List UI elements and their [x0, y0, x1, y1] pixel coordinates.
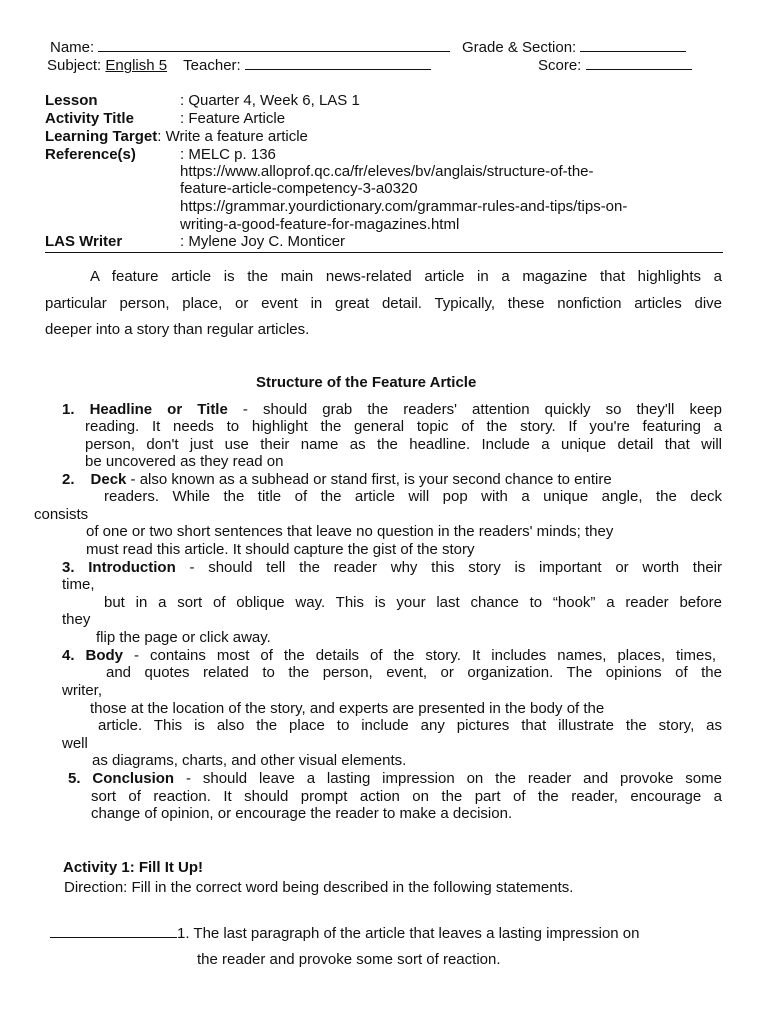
activity-title-value: : Feature Article: [180, 110, 286, 127]
intro-line: A feature article is the main news-related article in a magazine that highlights a: [90, 268, 722, 285]
list-item-line: article. This is also the place to include any pictures that illustrate the story, as: [98, 717, 722, 734]
question-1-continuation: the reader and provoke some sort of reaction.: [197, 951, 501, 968]
grade-blank[interactable]: [580, 39, 686, 52]
score-blank[interactable]: [586, 57, 692, 70]
list-item-first-line: [62, 401, 722, 418]
answer-blank[interactable]: [50, 925, 177, 938]
subject-label: Subject:: [47, 57, 102, 74]
name-row: [50, 39, 450, 56]
subject-row: [47, 57, 431, 74]
item-term: Body: [85, 647, 124, 664]
list-item-first-line: [62, 471, 612, 488]
list-item-line: reading. It needs to highlight the general topic of the story. If you're featuring a: [85, 418, 722, 435]
activity-title-label: Activity Title: [45, 110, 134, 127]
learning-target-row: [45, 128, 308, 145]
item-number: 3.: [62, 559, 75, 576]
list-item-line: sort of reaction. It should prompt action on the part of the reader, encourage a: [91, 788, 722, 805]
list-item-line: person, don't just use their name as the headline. Include a unique detail that will: [85, 436, 722, 453]
score-row: [538, 57, 692, 74]
list-item-line: must read this article. It should capture the gist of the story: [86, 541, 475, 558]
learning-target-label: Learning Target: [45, 128, 158, 145]
list-item-line: as diagrams, charts, and other visual elements.: [92, 752, 407, 769]
item-text: should tell the reader why this story is important or worth their: [208, 559, 722, 576]
activity-direction: Direction: Fill in the correct word being described in the following statements.: [64, 879, 574, 896]
list-item-line: consists: [34, 506, 89, 523]
list-item-first-line: [68, 770, 722, 787]
list-item-line: flip the page or click away.: [96, 629, 271, 646]
reference-link[interactable]: https://www.alloprof.qc.ca/fr/eleves/bv/anglais/structure-of-the-: [180, 163, 594, 180]
item-text: should leave a lasting impression on the reader and provoke some: [202, 770, 722, 787]
list-item-line: of one or two short sentences that leave no question in the readers' minds; they: [86, 523, 614, 540]
question-text: 1. The last paragraph of the article that leaves a lasting impression on: [177, 925, 640, 942]
list-item-line: well: [62, 735, 88, 752]
list-item-line: readers. While the title of the article will pop with a unique angle, the deck: [104, 488, 722, 505]
intro-line: particular person, place, or event in great detail. Typically, these nonfiction articles dive: [45, 295, 722, 312]
las-writer-value: : Mylene Joy C. Monticer: [180, 233, 346, 250]
teacher-label: Teacher:: [183, 57, 241, 74]
lesson-value: : Quarter 4, Week 6, LAS 1: [180, 92, 360, 109]
list-item-line: writer,: [62, 682, 103, 699]
activity-heading: Activity 1: Fill It Up!: [63, 859, 204, 876]
intro-line: deeper into a story than regular articles.: [45, 321, 310, 338]
item-dash: -: [126, 471, 140, 488]
item-dash: -: [123, 647, 150, 664]
score-label: Score:: [538, 57, 582, 74]
item-number: 5.: [68, 770, 81, 787]
item-dash: -: [174, 770, 203, 787]
list-item-line: they: [62, 611, 91, 628]
teacher-blank[interactable]: [245, 57, 431, 70]
list-item-line: and quotes related to the person, event, or organization. The opinions of the: [106, 664, 722, 681]
name-blank[interactable]: [98, 39, 450, 52]
item-term: Deck: [90, 471, 127, 488]
item-number: 4.: [62, 647, 75, 664]
reference-link[interactable]: feature-article-competency-3-a0320: [180, 180, 418, 197]
item-text: also known as a subhead or stand first, is your second chance to entire: [139, 471, 612, 488]
grade-row: [462, 39, 686, 56]
reference-label: Reference(s): [45, 146, 136, 163]
section-title: Structure of the Feature Article: [256, 374, 477, 391]
name-label: Name:: [50, 39, 95, 56]
question-1: [50, 925, 640, 942]
list-item-line: be uncovered as they read on: [85, 453, 284, 470]
grade-label: Grade & Section:: [462, 39, 577, 56]
item-number: 1.: [62, 401, 75, 418]
reference-link[interactable]: https://grammar.yourdictionary.com/grammar-rules-and-tips/tips-on-: [180, 198, 628, 215]
item-term: Introduction: [88, 559, 176, 576]
learning-target-value: : Write a feature article: [157, 128, 308, 145]
las-writer-label: LAS Writer: [45, 233, 123, 250]
list-item-first-line: [62, 559, 722, 576]
item-term: Conclusion: [92, 770, 175, 787]
subject-value: English 5: [105, 57, 168, 74]
lesson-label: Lesson: [45, 92, 98, 109]
divider-line: [45, 252, 723, 253]
list-item-first-line: [62, 647, 716, 664]
item-dash: -: [175, 559, 209, 576]
list-item-line: change of opinion, or encourage the reader to make a decision.: [91, 805, 513, 822]
list-item-line: time,: [62, 576, 95, 593]
item-text: contains most of the details of the story. It includes names, places, times,: [150, 647, 716, 664]
item-text: should grab the readers' attention quickly so they'll keep: [262, 401, 722, 418]
list-item-line: but in a sort of oblique way. This is your last chance to “hook” a reader before: [104, 594, 722, 611]
item-dash: -: [227, 401, 263, 418]
reference-line: : MELC p. 136: [180, 146, 276, 163]
list-item-line: those at the location of the story, and experts are presented in the body of the: [90, 700, 605, 717]
item-number: 2.: [62, 471, 75, 488]
item-term: Headline or Title: [89, 401, 228, 418]
reference-link[interactable]: writing-a-good-feature-for-magazines.html: [180, 216, 460, 233]
